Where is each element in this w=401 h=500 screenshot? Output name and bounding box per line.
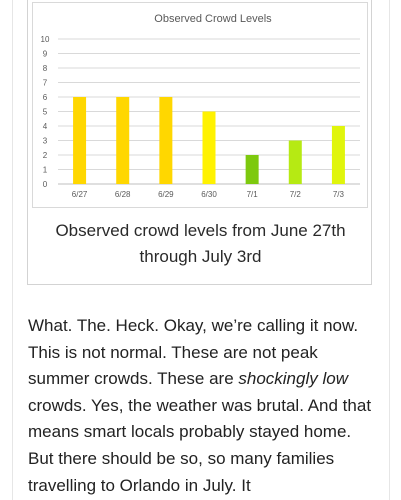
y-tick-label: 6 (42, 93, 48, 102)
paragraph-text-end: crowds. Yes, the weather was brutal. And that means smart locals probably stayed home. But there should be so, so many families travelling to Orlando in July. It (28, 395, 372, 495)
paragraph-text-start: What. The. Heck. Okay, we’re calling it now. This is not normal. These are not peak summer crowds. These are (28, 316, 359, 389)
y-tick-label: 0 (42, 180, 48, 189)
x-tick-label: 6/29 (158, 190, 174, 199)
caption-line-2: through July 3rd (139, 247, 262, 266)
figure-caption (34, 218, 367, 270)
x-tick-label: 7/3 (332, 190, 344, 199)
y-tick-label: 3 (42, 136, 48, 146)
x-tick-label: 6/30 (201, 190, 217, 199)
y-tick-label: 4 (42, 122, 48, 131)
article-paragraph (28, 313, 373, 499)
content-border-right (389, 0, 390, 500)
x-tick-label: 7/1 (246, 190, 258, 199)
y-tick-label: 5 (42, 107, 48, 117)
content-border-left (12, 0, 13, 500)
x-tick-label: 6/28 (114, 190, 131, 199)
y-tick-label: 7 (42, 78, 48, 88)
y-tick-label: 1 (42, 165, 48, 175)
bar-7-1 (246, 155, 259, 184)
caption-line-1: Observed crowd levels from June 27th (55, 221, 346, 240)
crowd-level-chart (32, 2, 368, 208)
figure-with-caption (27, 0, 372, 285)
x-tick-label: 7/2 (289, 190, 301, 199)
bar-7-2 (289, 141, 302, 185)
y-tick-label: 10 (40, 35, 50, 44)
y-tick-label: 8 (42, 64, 48, 73)
bar-6-28 (116, 97, 129, 184)
bar-6-30 (203, 112, 216, 185)
y-tick-label: 2 (42, 151, 48, 160)
emphasis-text: shockingly low (238, 369, 348, 389)
chart-svg (33, 3, 367, 207)
bar-7-3 (332, 126, 345, 184)
y-tick-label: 9 (42, 49, 48, 59)
x-tick-label: 6/27 (71, 190, 88, 199)
bar-6-27 (73, 97, 86, 184)
chart-title: Observed Crowd Levels (154, 13, 272, 25)
bar-6-29 (159, 97, 172, 184)
